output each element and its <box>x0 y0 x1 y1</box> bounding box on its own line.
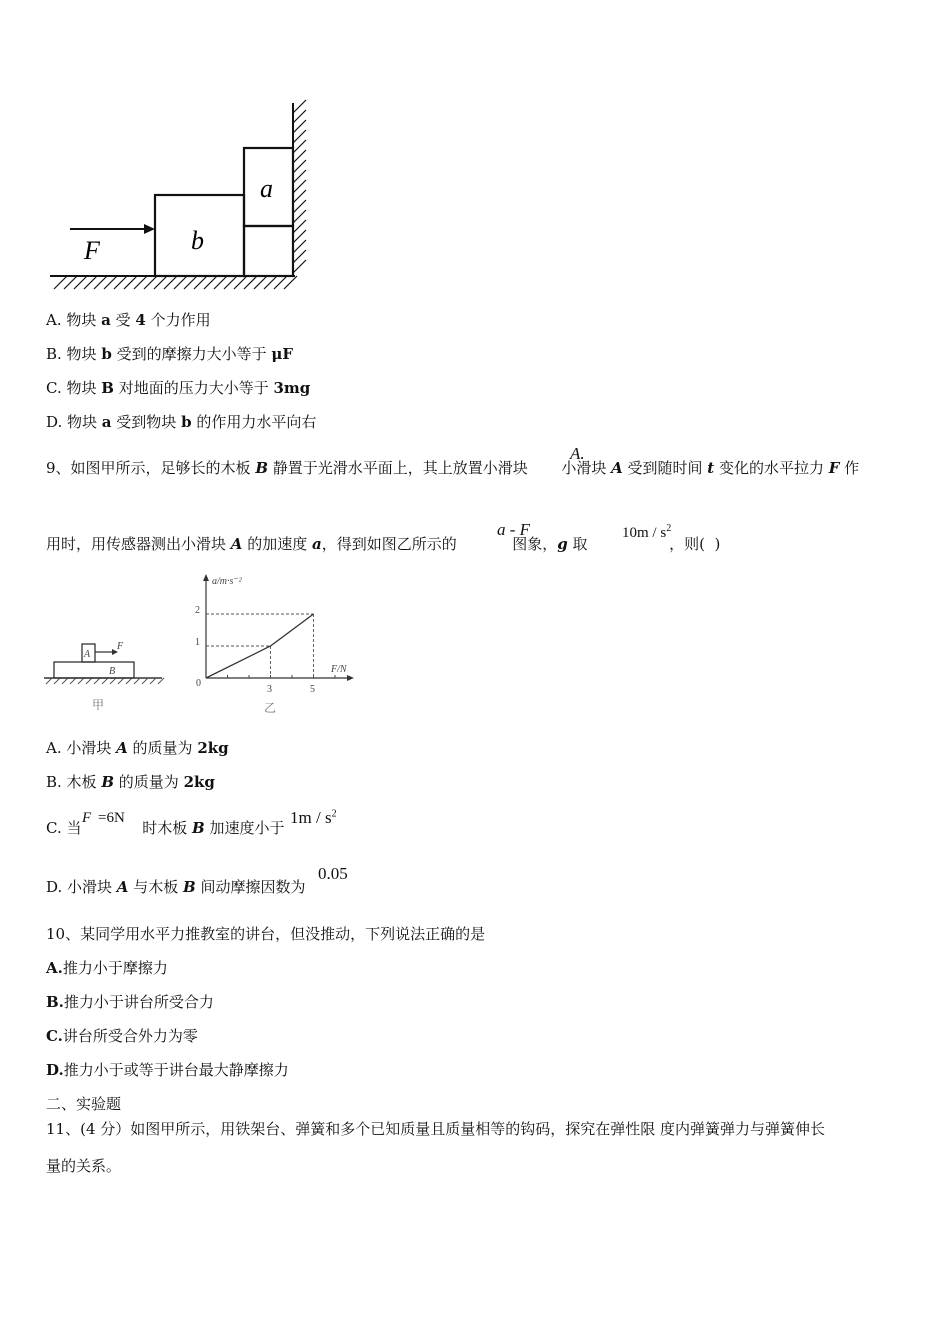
q10-option-d: D.推力小于或等于讲台最大静摩擦力 <box>46 1061 289 1079</box>
label-F: F <box>84 236 100 265</box>
q9-option-d: D. 小滑块 A 与木板 B 间动摩擦因数为 <box>46 878 306 896</box>
q11-stem-line2: 量的关系。 <box>46 1157 122 1175</box>
y-tick-label-2: 2 <box>195 605 200 616</box>
yi-caption: 乙 <box>264 701 277 715</box>
q10-option-c: C.讲台所受合外力为零 <box>46 1027 198 1045</box>
q9-math-A: A. <box>570 444 585 463</box>
jia-caption: 甲 <box>92 698 105 712</box>
q11-stem-line1: 11、(4 分）如图甲所示，用铁架台、弹簧和多个已知质量且质量相等的钩码，探究在弹性限 度内弹簧弹力与弹簧伸长 <box>46 1120 826 1138</box>
q8-option-a: A. 物块 a 受 4 个力作用 <box>46 311 211 329</box>
force-arrow-head <box>144 224 155 234</box>
dashed-guides <box>206 614 314 678</box>
q10-option-a: A.推力小于摩擦力 <box>46 959 168 977</box>
blocks-figure <box>40 95 320 295</box>
wall-hatching <box>293 100 306 273</box>
block-lower <box>244 226 293 276</box>
jia-label-B: B <box>109 666 116 677</box>
q10-stem: 10、某同学用水平力推教室的讲台，但没推动，下列说法正确的是 <box>46 925 486 943</box>
jia-label-F: F <box>117 641 124 652</box>
q9-option-b: B. 木板 B 的质量为 2kg <box>46 773 215 791</box>
q9-c-math-accel: $1m / s^2$ <box>290 808 337 827</box>
q9-option-a: A. 小滑块 A 的质量为 2kg <box>46 739 229 757</box>
x-axis-label: F/N <box>331 664 347 675</box>
y-tick-label-1: 1 <box>195 637 200 648</box>
q9-stem-line2: 用时，用传感器测出小滑块 A 的加速度 a，得到如图乙所示的 图象，g 取 ，则( ) <box>46 535 721 553</box>
q9-option-c: C. 当 时木板 B 加速度小于 <box>46 819 285 837</box>
q10-option-b: B.推力小于讲台所受合力 <box>46 993 214 1011</box>
q9-c-math-6N: =6N <box>98 810 125 826</box>
board-B <box>54 662 134 678</box>
jia-ground-hatching <box>46 678 164 684</box>
label-b: b <box>191 226 204 255</box>
q9-math-a-F: a - F <box>497 520 531 539</box>
q8-option-d: D. 物块 a 受到物块 b 的作用力水平向右 <box>46 413 317 431</box>
q9-d-math-mu: 0.05 <box>318 864 348 883</box>
label-a: a <box>260 174 273 203</box>
x-tick-label-3: 3 <box>267 684 272 695</box>
figure-yi-chart <box>188 570 360 720</box>
figure-jia <box>40 635 170 720</box>
q8-option-c: C. 物块 B 对地面的压力大小等于 3mg <box>46 379 311 397</box>
section-heading: 二、实验题 <box>46 1095 122 1113</box>
q9-c-math-F: F <box>82 810 92 826</box>
q8-option-b: B. 物块 b 受到的摩擦力大小等于 μF <box>46 345 294 363</box>
q9-math-g-value: $10m / s^2$ <box>622 523 672 541</box>
jia-label-A: A <box>84 649 91 660</box>
x-tick-label-5: 5 <box>310 684 315 695</box>
y-axis-label: a/m·s⁻² <box>212 576 242 587</box>
ground-hatching <box>54 276 297 289</box>
x-tick-label-0: 0 <box>196 678 201 689</box>
q9-stem-line1: 9、如图甲所示，足够长的木板 B 静置于光滑水平面上，其上放置小滑块 小滑块 A 受到随时间 t 变化的水平拉力 F 作 <box>46 459 860 477</box>
